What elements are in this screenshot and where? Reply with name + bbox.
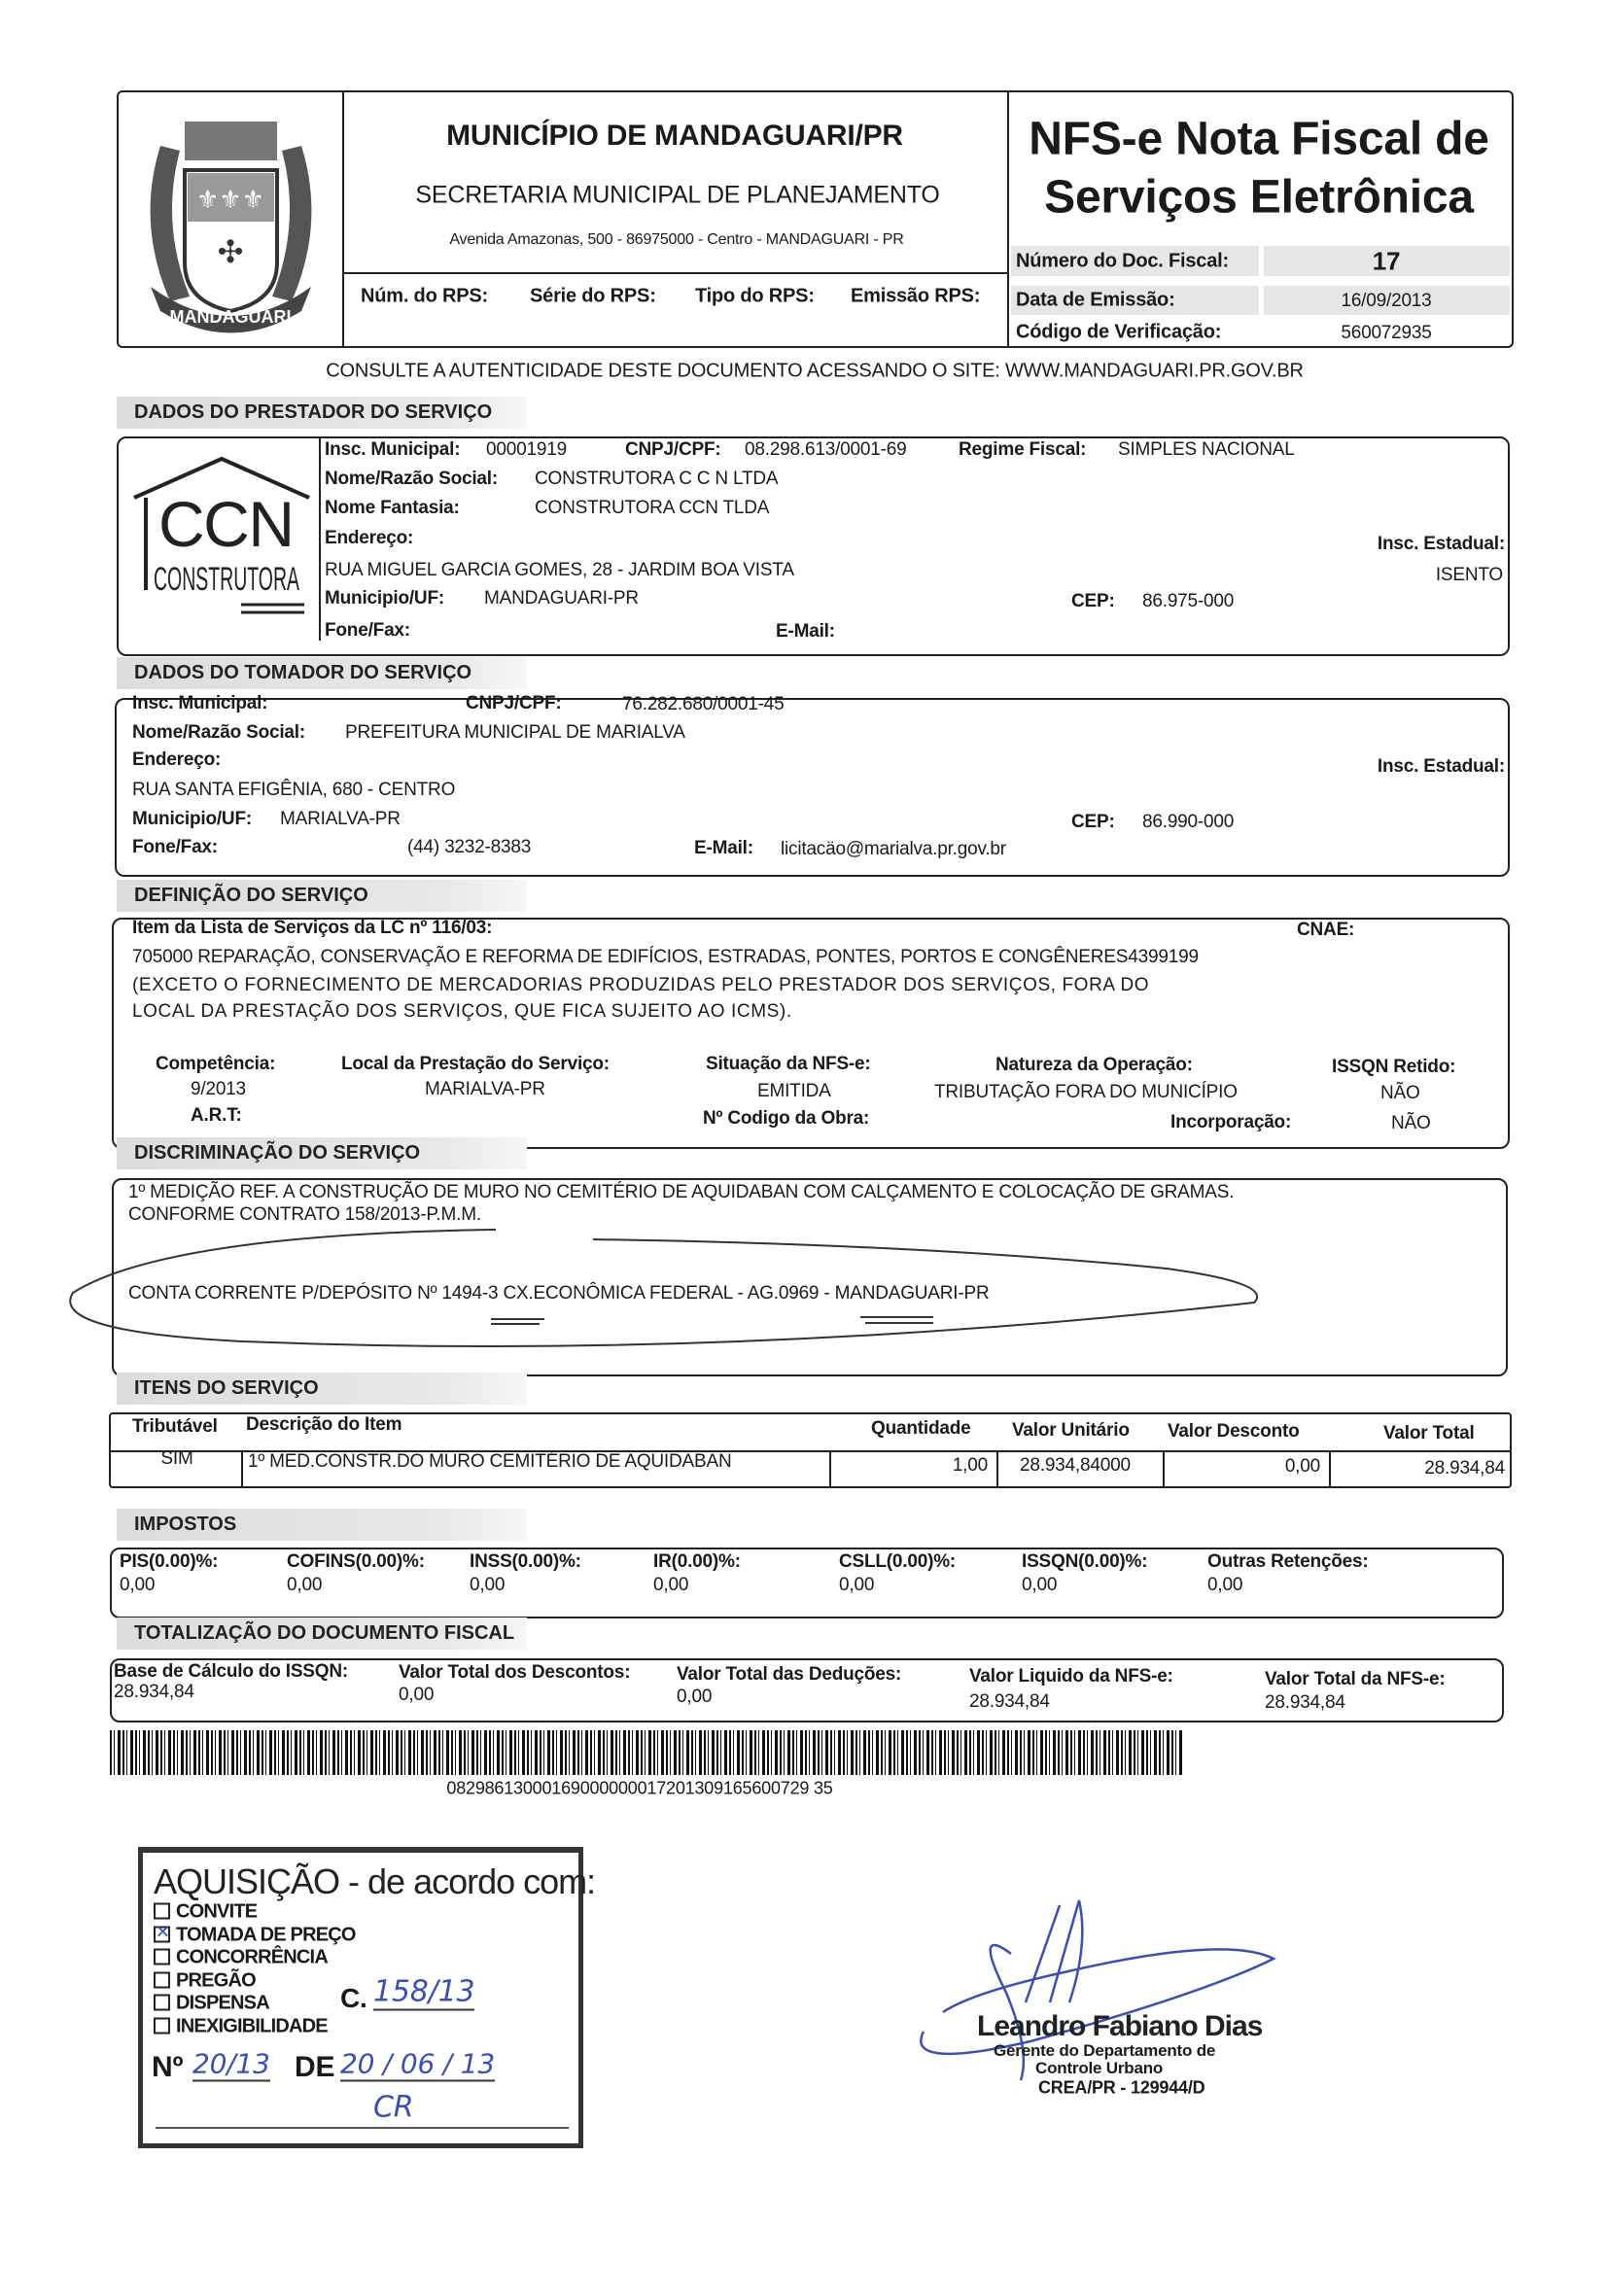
cnpj-value: 08.298.613/0001-69	[745, 439, 907, 460]
municipio-label: Municipio/UF:	[325, 588, 444, 609]
regime-value: SIMPLES NACIONAL	[1118, 439, 1295, 460]
tomador-municipio-label: Municipio/UF:	[132, 809, 252, 829]
section-totalizacao: TOTALIZAÇÃO DO DOCUMENTO FISCAL	[117, 1618, 527, 1650]
svg-text:CCN: CCN	[158, 488, 295, 560]
section-discriminacao: DISCRIMINAÇÃO DO SERVIÇO	[117, 1137, 527, 1169]
tomador-insc-municipal-label: Insc. Municipal:	[132, 693, 268, 713]
total-label: Valor Total da NFS-e:	[1265, 1669, 1446, 1689]
pen-ellipse-mark	[49, 1215, 1274, 1361]
cell-tributavel: SIM	[160, 1448, 193, 1469]
signature-name: Leandro Fabiano Dias	[977, 2010, 1263, 2042]
discriminacao-line: CONTA CORRENTE P/DEPÓSITO Nº 1494-3 CX.ECONÔMICA FEDERAL - AG.0969 - MANDAGUARI-PR	[128, 1283, 990, 1304]
stamp-option-label: DISPENSA	[176, 1992, 269, 2014]
stamp-de-value: 20 / 06 / 13	[340, 2047, 495, 2080]
total-value: 28.934,84	[969, 1691, 1050, 1712]
stamp-initials: CR	[373, 2090, 414, 2125]
verification-code-value: 560072935	[1341, 323, 1432, 343]
col-header: Descrição do Item	[246, 1414, 402, 1435]
total-label: Valor Total dos Descontos:	[399, 1662, 631, 1683]
section-itens: ITENS DO SERVIÇO	[117, 1373, 527, 1405]
rps-type-label: Tipo do RPS:	[695, 285, 815, 307]
col-header: Valor Total	[1383, 1423, 1475, 1444]
section-definicao: DEFINIÇÃO DO SERVIÇO	[117, 880, 527, 912]
tax-label: CSLL(0.00)%:	[839, 1551, 957, 1572]
signature-role: Gerente do Departamento de	[994, 2041, 1216, 2060]
svg-text:⚜⚜⚜: ⚜⚜⚜	[196, 185, 264, 214]
cnpj-label: CNPJ/CPF:	[625, 439, 721, 460]
tomador-fone-label: Fone/Fax:	[132, 837, 218, 857]
signature-crea: CREA/PR - 129944/D	[1038, 2077, 1205, 2098]
issqn-retido-value: NÃO	[1380, 1083, 1420, 1103]
fone-label: Fone/Fax:	[325, 620, 410, 641]
item-lista-label: Item da Lista de Serviços da LC nº 116/03:	[132, 918, 493, 938]
insc-estadual-value: ISENTO	[1435, 565, 1503, 585]
barcode-number: 08298613000169000000017201309165600729 35	[446, 1778, 833, 1798]
stamp-option-inexigibilidade	[154, 2015, 328, 2037]
stamp-de-label: DE	[295, 2051, 335, 2083]
insc-municipal-label: Insc. Municipal:	[325, 439, 461, 460]
municipality-title: MUNICÍPIO DE MANDAGUARI/PR	[446, 120, 903, 152]
stamp-option-label: INEXIGIBILIDADE	[176, 2015, 328, 2036]
tomador-endereco-value: RUA SANTA EFIGÊNIA, 680 - CENTRO	[132, 780, 456, 800]
divider	[1163, 1450, 1165, 1487]
tomador-cep-value: 86.990-000	[1142, 812, 1235, 832]
regime-label: Regime Fiscal:	[959, 439, 1087, 460]
nome-value: CONSTRUTORA C C N LTDA	[535, 469, 779, 489]
municipality-address: Avenida Amazonas, 500 - 86975000 - Centro - MANDAGUARI - PR	[449, 231, 904, 248]
stamp-c-label: C.	[340, 1983, 367, 2013]
tax-value: 0,00	[839, 1575, 875, 1595]
service-description-line: LOCAL DA PRESTAÇÃO DOS SERVIÇOS, QUE FICA SUJEITO AO ICMS).	[132, 1001, 792, 1022]
issqn-retido-label: ISSQN Retido:	[1332, 1057, 1456, 1077]
email-label: E-Mail:	[776, 621, 835, 642]
discriminacao-line: CONFORME CONTRATO 158/2013-P.M.M.	[128, 1204, 481, 1225]
situacao-value: EMITIDA	[757, 1081, 831, 1101]
divider	[342, 272, 1007, 274]
total-value: 0,00	[399, 1685, 435, 1705]
tomador-cnpj-label: CNPJ/CPF:	[466, 693, 562, 713]
divider	[342, 90, 344, 348]
nome-label: Nome/Razão Social:	[325, 469, 499, 489]
checkbox-icon	[154, 1971, 170, 1988]
section-prestador: DADOS DO PRESTADOR DO SERVIÇO	[117, 397, 527, 429]
checkbox-icon: ✕	[156, 1922, 170, 1941]
rps-emission-label: Emissão RPS:	[851, 285, 981, 307]
stamp-option-dispensa	[154, 1993, 269, 2015]
verification-code-label: Código de Verificação:	[1016, 321, 1222, 343]
local-value: MARIALVA-PR	[425, 1079, 545, 1099]
competencia-value: 9/2013	[191, 1079, 246, 1099]
fantasia-value: CONSTRUTORA CCN TLDA	[535, 498, 770, 518]
divider	[996, 1450, 998, 1487]
cnae-label: CNAE:	[1297, 920, 1355, 940]
tax-label: PIS(0.00)%:	[120, 1551, 219, 1572]
emission-date-label: Data de Emissão:	[1016, 289, 1175, 311]
col-header: Valor Unitário	[1012, 1420, 1130, 1441]
emission-date-value: 16/09/2013	[1341, 291, 1432, 311]
stamp-option-label: CONCORRÊNCIA	[176, 1946, 328, 1968]
divider	[241, 1450, 243, 1487]
tomador-cnpj-value: 76.282.680/0001-45	[622, 694, 785, 714]
checkbox-icon	[154, 2017, 170, 2034]
fantasia-label: Nome Fantasia:	[325, 498, 460, 518]
doc-number-label: Número do Doc. Fiscal:	[1016, 250, 1229, 272]
art-label: A.R.T:	[191, 1105, 242, 1126]
cell-valor-unitario: 28.934,84000	[1020, 1455, 1131, 1476]
cell-quantidade: 1,00	[952, 1455, 988, 1476]
total-label: Valor Total das Deduções:	[677, 1664, 902, 1685]
checkbox-icon	[154, 1995, 170, 2011]
document-title-line1: NFS-e Nota Fiscal de	[1029, 113, 1489, 165]
municipal-crest-logo	[131, 107, 331, 340]
endereco-label: Endereço:	[325, 528, 414, 548]
total-value: 0,00	[677, 1687, 713, 1707]
total-label: Valor Liquido da NFS-e:	[969, 1666, 1173, 1687]
signature-role: Controle Urbano	[1035, 2059, 1164, 2077]
tax-label: Outras Retenções:	[1207, 1551, 1369, 1572]
tax-value: 0,00	[287, 1575, 323, 1595]
section-tomador: DADOS DO TOMADOR DO SERVIÇO	[117, 657, 527, 689]
col-header: Quantidade	[871, 1418, 971, 1439]
service-description-line: 705000 REPARAÇÃO, CONSERVAÇÃO E REFORMA DE EDIFÍCIOS, ESTRADAS, PONTES, PORTOS E CONGÊNERES4399199	[132, 947, 1199, 967]
cell-valor-total: 28.934,84	[1424, 1458, 1505, 1478]
obra-label: Nº Codigo da Obra:	[703, 1108, 870, 1129]
svg-text:CONSTRUTORA: CONSTRUTORA	[154, 561, 300, 598]
stamp-option-convite	[154, 1901, 257, 1924]
section-impostos: IMPOSTOS	[117, 1509, 527, 1541]
tax-value: 0,00	[120, 1575, 156, 1595]
tomador-nome-label: Nome/Razão Social:	[132, 722, 306, 743]
document-title-line2: Serviços Eletrônica	[1044, 171, 1474, 224]
tomador-insc-estadual-label: Insc. Estadual:	[1377, 756, 1505, 777]
stamp-option-prego	[154, 1969, 256, 1992]
tax-label: INSS(0.00)%:	[470, 1551, 581, 1572]
svg-text:✣: ✣	[217, 234, 244, 269]
stamp-option-label: TOMADA DE PREÇO	[176, 1924, 356, 1945]
doc-number-value: 17	[1372, 246, 1401, 276]
divider	[319, 436, 321, 641]
authenticity-notice: CONSULTE A AUTENTICIDADE DESTE DOCUMENTO ACESSANDO O SITE: WWW.MANDAGUARI.PR.GOV.BR	[326, 360, 1304, 382]
divider	[1329, 1450, 1331, 1487]
cell-valor-desconto: 0,00	[1284, 1456, 1320, 1477]
col-header: Tributável	[132, 1416, 218, 1437]
insc-municipal-value: 00001919	[486, 439, 567, 460]
tax-value: 0,00	[653, 1575, 689, 1595]
stamp-n-label: Nº	[152, 2051, 184, 2083]
service-description-line: (EXCETO O FORNECIMENTO DE MERCADORIAS PRODUZIDAS PELO PRESTADOR DOS SERVIÇOS, FORA DO	[132, 975, 1150, 995]
competencia-label: Competência:	[156, 1054, 276, 1074]
endereco-value: RUA MIGUEL GARCIA GOMES, 28 - JARDIM BOA VISTA	[325, 560, 794, 580]
tax-value: 0,00	[470, 1575, 506, 1595]
incorporacao-label: Incorporação:	[1170, 1112, 1292, 1132]
rps-number-label: Núm. do RPS:	[361, 285, 488, 307]
tax-value: 0,00	[1207, 1575, 1243, 1595]
insc-estadual-label: Insc. Estadual:	[1377, 534, 1505, 554]
tomador-fone-value: (44) 3232-8383	[407, 837, 532, 857]
divider	[829, 1450, 831, 1487]
checkbox-icon	[154, 1903, 170, 1920]
barcode	[110, 1730, 1183, 1775]
natureza-label: Natureza da Operação:	[995, 1055, 1193, 1075]
total-value: 28.934,84	[1265, 1692, 1345, 1713]
ccn-logo	[124, 454, 319, 624]
stamp-option-tomadadepreo	[154, 1924, 356, 1946]
cep-label: CEP:	[1071, 591, 1115, 611]
total-value: 28.934,84	[114, 1682, 194, 1702]
col-header: Valor Desconto	[1168, 1421, 1300, 1442]
tomador-cep-label: CEP:	[1071, 812, 1115, 832]
total-label: Base de Cálculo do ISSQN:	[114, 1661, 348, 1682]
stamp-n-value: 20/13	[192, 2047, 270, 2080]
incorporacao-value: NÃO	[1391, 1113, 1431, 1133]
stamp-option-label: CONVITE	[176, 1900, 258, 1923]
tomador-endereco-label: Endereço:	[132, 749, 222, 770]
municipio-value: MANDAGUARI-PR	[484, 588, 639, 609]
tomador-nome-value: PREFEITURA MUNICIPAL DE MARIALVA	[345, 722, 685, 743]
stamp-c-value: 158/13	[373, 1974, 475, 2009]
local-label: Local da Prestação do Serviço:	[341, 1054, 610, 1074]
tax-label: IR(0.00)%:	[653, 1551, 741, 1572]
cell-descricao: 1º MED.CONSTR.DO MURO CEMITÉRIO DE AQUIDABAN	[248, 1451, 732, 1472]
tax-label: ISSQN(0.00)%:	[1022, 1551, 1148, 1572]
tomador-municipio-value: MARIALVA-PR	[280, 809, 401, 829]
situacao-label: Situação da NFS-e:	[706, 1054, 871, 1074]
stamp-option-concorrncia	[154, 1947, 328, 1969]
secretaria-title: SECRETARIA MUNICIPAL DE PLANEJAMENTO	[415, 181, 940, 209]
rps-series-label: Série do RPS:	[530, 285, 656, 307]
checkbox-icon	[154, 1949, 170, 1966]
cep-value: 86.975-000	[1142, 591, 1235, 611]
stamp-option-label: PREGÃO	[176, 1969, 256, 1991]
tax-value: 0,00	[1022, 1575, 1058, 1595]
stamp-title: AQUISIÇÃO - de acordo com:	[154, 1861, 596, 1901]
tomador-email-value: licitacäo@marialva.pr.gov.br	[781, 839, 1006, 859]
natureza-value: TRIBUTAÇÃO FORA DO MUNICÍPIO	[934, 1082, 1238, 1102]
svg-text:MANDAGUARI: MANDAGUARI	[169, 307, 292, 327]
tax-label: COFINS(0.00)%:	[287, 1551, 425, 1572]
tomador-email-label: E-Mail:	[694, 838, 753, 858]
discriminacao-line: 1º MEDIÇÃO REF. A CONSTRUÇÃO DE MURO NO CEMITÉRIO DE AQUIDABAN COM CALÇAMENTO E COLOCAÇÃO DE GRAMAS.	[128, 1182, 1235, 1202]
divider	[1007, 90, 1009, 348]
